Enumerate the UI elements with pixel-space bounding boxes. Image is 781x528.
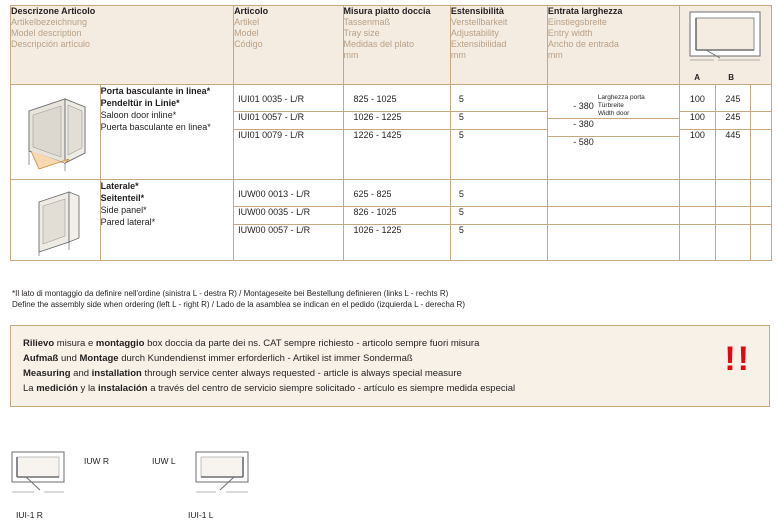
entry-value: - 580 xyxy=(573,137,594,147)
entry-cell xyxy=(548,207,679,225)
description-laterale: Laterale* Seitenteil* Side panel* Pared lateral* xyxy=(100,180,233,261)
a-cell: 100 xyxy=(689,130,705,140)
product-table xyxy=(10,5,772,261)
entry-value: - 380 xyxy=(573,119,594,129)
notice-line-de: Aufmaß und Montage durch Kundendienst immer erforderlich - Artikel ist immer Sondermaß xyxy=(23,353,413,364)
entry-width-group-2 xyxy=(547,180,679,261)
a-cell xyxy=(680,225,714,243)
header-articolo: Articolo Artikel Model Código xyxy=(234,6,343,85)
footnote-line-2: Define the assembly side when ordering (left L - right R) / Lado de la asamblea se indican en el pedido (izquierda L - derecha R) xyxy=(12,300,465,309)
notice-box xyxy=(10,325,770,407)
iuw-r-label: IUW R xyxy=(84,456,110,466)
header-estensibilita: Estensibilità Verstellbarkeit Adjustability Extensibilidad mm xyxy=(450,6,547,85)
tray-sizes-group-1 xyxy=(343,85,450,180)
entry-value: - 380 xyxy=(573,101,594,111)
tray-cell: 1226 - 1425 xyxy=(353,130,402,140)
header-entrata-larghezza: Entrata larghezza Einstiegsbreite Entry width Ancho de entrada mm xyxy=(547,6,679,85)
tray-cell: 625 - 825 xyxy=(344,189,450,207)
table-row xyxy=(11,180,772,261)
code-cell: IUW00 0013 - L/R xyxy=(234,189,342,207)
footnote-line-1: *Il lato di montaggio da definire nell'ordine (sinistra L - destra R) / Montageseite bei Bestellung definieren (links L - rechts R) xyxy=(12,289,449,298)
tray-cell: 826 - 1025 xyxy=(344,207,450,225)
code-cell: IUI01 0035 - L/R xyxy=(234,94,342,112)
a-values-group-2 xyxy=(680,180,715,261)
a-values-group-1 xyxy=(680,85,715,180)
notice-line-it: Rilievo misura e montaggio box doccia da parte dei ns. CAT sempre richiesto - articolo sempre fuori misura xyxy=(23,338,480,349)
b-cell xyxy=(716,225,750,243)
tray-cell: 1026 - 1225 xyxy=(344,112,450,130)
ext-cell: 5 xyxy=(451,189,547,207)
codes-group-2 xyxy=(234,180,343,261)
ab-letter-c xyxy=(748,73,768,82)
b-cell xyxy=(716,207,750,225)
entry-cell xyxy=(548,189,679,207)
code-cell: IUI01 0057 - L/R xyxy=(234,112,342,130)
notice-line-es: La medición y la instalación a través del centro de servicio siempre solicitado - artículo es siempre medida especial xyxy=(23,383,516,394)
footnotes xyxy=(12,288,752,310)
table-row xyxy=(11,85,772,180)
a-cell xyxy=(680,189,714,207)
codes-group-1 xyxy=(234,85,343,180)
tray-cell: 1026 - 1225 xyxy=(353,225,402,235)
bottom-diagrams xyxy=(0,440,781,528)
b-cell: 445 xyxy=(725,130,741,140)
a-cell: 100 xyxy=(680,112,714,130)
code-cell: IUW00 0035 - L/R xyxy=(234,207,342,225)
ab-letter-b: B xyxy=(728,73,735,82)
notice-text xyxy=(23,336,515,396)
extensibility-group-1 xyxy=(450,85,547,180)
tray-cell: 825 - 1025 xyxy=(344,94,450,112)
product-drawing-porta-basculante xyxy=(11,85,101,180)
ext-cell: 5 xyxy=(451,94,547,112)
b-values-group-2 xyxy=(715,180,750,261)
b-cell xyxy=(716,189,750,207)
notice-line-en: Measuring and installation through service center always requested - article is always special measure xyxy=(23,368,462,379)
code-cell: IUI01 0079 - L/R xyxy=(238,130,305,140)
b-cell: 245 xyxy=(716,94,750,112)
b-values-group-1 xyxy=(715,85,750,180)
description-porta-basculante: Porta basculante in linea* Pendeltür in Linie* Saloon door inline* Puerta basculante en linea* xyxy=(100,85,233,180)
header-descrizione-articolo: Descrizone Articolo Artikelbezeichnung Model description Descripción artículo xyxy=(11,6,234,85)
entry-width-group-1 xyxy=(547,85,679,180)
iui-1-l-label: IUI-1 L xyxy=(188,510,214,520)
ext-cell: 5 xyxy=(451,207,547,225)
c-values-group-1 xyxy=(751,85,772,180)
ext-cell: 5 xyxy=(458,130,464,140)
iui-1-r-label: IUI-1 R xyxy=(16,510,43,520)
tray-sizes-group-2 xyxy=(343,180,450,261)
entry-note: Larghezza porta Türbreite Width door xyxy=(597,94,645,117)
c-values-group-2 xyxy=(751,180,772,261)
product-drawing-laterale xyxy=(11,180,101,261)
table-header-row xyxy=(11,6,772,85)
ab-letter-a: A xyxy=(694,73,701,82)
header-misura-piatto-doccia: Misura piatto doccia Tassenmaß Tray size Medidas del plato mm xyxy=(343,6,450,85)
extensibility-group-2 xyxy=(450,180,547,261)
a-cell xyxy=(680,207,714,225)
ext-cell: 5 xyxy=(458,225,464,235)
entry-cell xyxy=(548,225,679,243)
warning-exclamation-icon: !! xyxy=(724,340,751,378)
ext-cell: 5 xyxy=(451,112,547,130)
header-ab-diagram xyxy=(680,6,772,85)
code-cell: IUW00 0057 - L/R xyxy=(238,225,311,235)
iuw-l-label: IUW L xyxy=(152,456,176,466)
b-cell: 245 xyxy=(716,112,750,130)
a-cell: 100 xyxy=(680,94,714,112)
